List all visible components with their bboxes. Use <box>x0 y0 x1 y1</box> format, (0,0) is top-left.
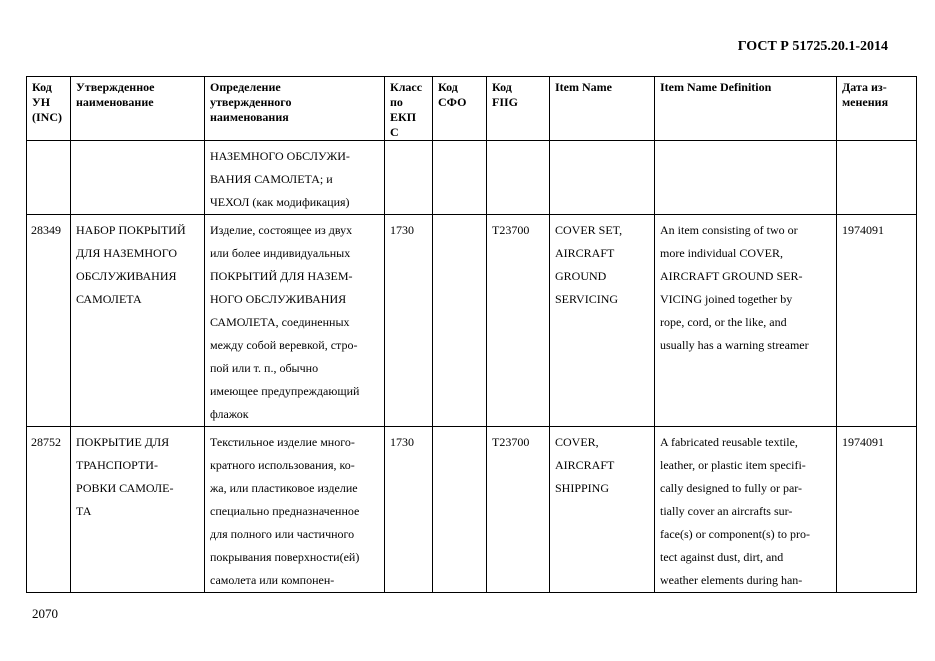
standard-id: ГОСТ Р 51725.20.1-2014 <box>737 39 888 54</box>
change-date-cell <box>837 427 917 593</box>
cell-line: SERVICING <box>555 292 619 306</box>
col-header-item-name-definition: Item Name Definition <box>655 77 837 141</box>
cell-line: T23700 <box>492 223 530 237</box>
item-definition-cell <box>655 141 837 215</box>
page-number: 2070 <box>32 606 58 621</box>
cell-line: ОБСЛУЖИВАНИЯ <box>76 269 177 283</box>
cell-line: Текстильное изделие много- <box>210 435 355 449</box>
cell-line: 1730 <box>390 223 414 237</box>
fiig-cell <box>487 141 550 215</box>
col-header-item-name: Item Name <box>550 77 655 141</box>
cell-line: имеющее предупреждающий <box>210 384 360 398</box>
sfo-cell <box>433 427 487 593</box>
change-date-cell <box>837 141 917 215</box>
cell-line: или более индивидуальных <box>210 246 351 260</box>
col-header-definition: Определение утвержденного наименования <box>205 77 385 141</box>
cell-line: самолета или компонен- <box>210 573 335 587</box>
col-header-sfo: Код СФО <box>433 77 487 141</box>
cell-line: Изделие, состоящее из двух <box>210 223 353 237</box>
item-name-cell <box>550 141 655 215</box>
class-cell <box>385 215 433 427</box>
col-header-class: Класс по ЕКП С <box>385 77 433 141</box>
col-header-change-date: Дата из- менения <box>837 77 917 141</box>
cell-line: usually has a warning streamer <box>660 338 809 352</box>
cell-line: 28349 <box>31 223 61 237</box>
cell-line: An item consisting of two or <box>660 223 798 237</box>
cell-line: специально предназначенное <box>210 504 360 518</box>
cell-line: SHIPPING <box>555 481 610 495</box>
item-name-cell <box>550 427 655 593</box>
cell-line: ПОКРЫТИЕ ДЛЯ <box>76 435 170 449</box>
inc-cell <box>27 215 71 427</box>
cell-line: AIRCRAFT <box>555 246 615 260</box>
cell-line: tially cover an aircrafts sur- <box>660 504 793 518</box>
cell-line: COVER, <box>555 435 599 449</box>
table-row <box>27 427 917 593</box>
fiig-cell <box>487 215 550 427</box>
cell-line: ТРАНСПОРТИ- <box>76 458 158 472</box>
fiig-cell <box>487 427 550 593</box>
cell-line: A fabricated reusable textile, <box>660 435 798 449</box>
cell-line: САМОЛЕТА, соединенных <box>210 315 350 329</box>
col-header-fiig: Код FIIG <box>487 77 550 141</box>
col-header-approved-name: Утвержденное наименование <box>71 77 205 141</box>
cell-line: для полного или частичного <box>210 527 355 541</box>
cell-line: 28752 <box>31 435 61 449</box>
item-definition-cell <box>655 427 837 593</box>
cell-line: НАБОР ПОКРЫТИЙ <box>76 223 186 237</box>
sfo-cell <box>433 141 487 215</box>
cell-line: leather, or plastic item specifi- <box>660 458 806 472</box>
cell-line: жа, или пластиковое изделие <box>210 481 358 495</box>
cell-line: НОГО ОБСЛУЖИВАНИЯ <box>210 292 347 306</box>
definition-cell <box>205 141 385 215</box>
cell-line: 1974091 <box>842 435 884 449</box>
cell-line: 1974091 <box>842 223 884 237</box>
cell-line: покрывания поверхности(ей) <box>210 550 360 564</box>
cell-line: РОВКИ САМОЛЕ- <box>76 481 174 495</box>
cell-line: T23700 <box>492 435 530 449</box>
cell-line: пой или т. п., обычно <box>210 361 319 375</box>
cell-line: ДЛЯ НАЗЕМНОГО <box>76 246 178 260</box>
cell-line: weather elements during han- <box>660 573 803 587</box>
cell-line: cally designed to fully or par- <box>660 481 803 495</box>
cell-line: rope, cord, or the like, and <box>660 315 787 329</box>
classification-table <box>26 76 917 593</box>
cell-line: ЧЕХОЛ (как модификация) <box>210 195 350 209</box>
cell-line: GROUND <box>555 269 607 283</box>
cell-line: НАЗЕМНОГО ОБСЛУЖИ- <box>210 149 350 163</box>
cell-line: между собой веревкой, стро- <box>210 338 358 352</box>
table-row <box>27 141 917 215</box>
definition-cell <box>205 427 385 593</box>
approved-name-cell <box>71 427 205 593</box>
cell-line: more individual COVER, <box>660 246 783 260</box>
cell-line: ТА <box>76 504 92 518</box>
approved-name-cell <box>71 141 205 215</box>
definition-cell <box>205 215 385 427</box>
item-definition-cell <box>655 215 837 427</box>
cell-line: флажок <box>210 407 249 421</box>
class-cell <box>385 141 433 215</box>
cell-line: ВАНИЯ САМОЛЕТА; и <box>210 172 333 186</box>
cell-line: AIRCRAFT GROUND SER- <box>660 269 803 283</box>
sfo-cell <box>433 215 487 427</box>
class-cell <box>385 427 433 593</box>
cell-line: 1730 <box>390 435 414 449</box>
item-name-cell <box>550 215 655 427</box>
cell-line: face(s) or component(s) to pro- <box>660 527 810 541</box>
col-header-inc: Код УН (INC) <box>27 77 71 141</box>
change-date-cell <box>837 215 917 427</box>
cell-line: COVER SET, <box>555 223 623 237</box>
cell-line: ПОКРЫТИЙ ДЛЯ НАЗЕМ- <box>210 269 353 283</box>
table-header-row <box>27 77 917 141</box>
inc-cell <box>27 427 71 593</box>
cell-line: САМОЛЕТА <box>76 292 142 306</box>
approved-name-cell <box>71 215 205 427</box>
cell-line: tect against dust, dirt, and <box>660 550 784 564</box>
table-row <box>27 215 917 427</box>
cell-line: AIRCRAFT <box>555 458 615 472</box>
inc-cell <box>27 141 71 215</box>
cell-line: VICING joined together by <box>660 292 793 306</box>
cell-line: кратного использования, ко- <box>210 458 355 472</box>
